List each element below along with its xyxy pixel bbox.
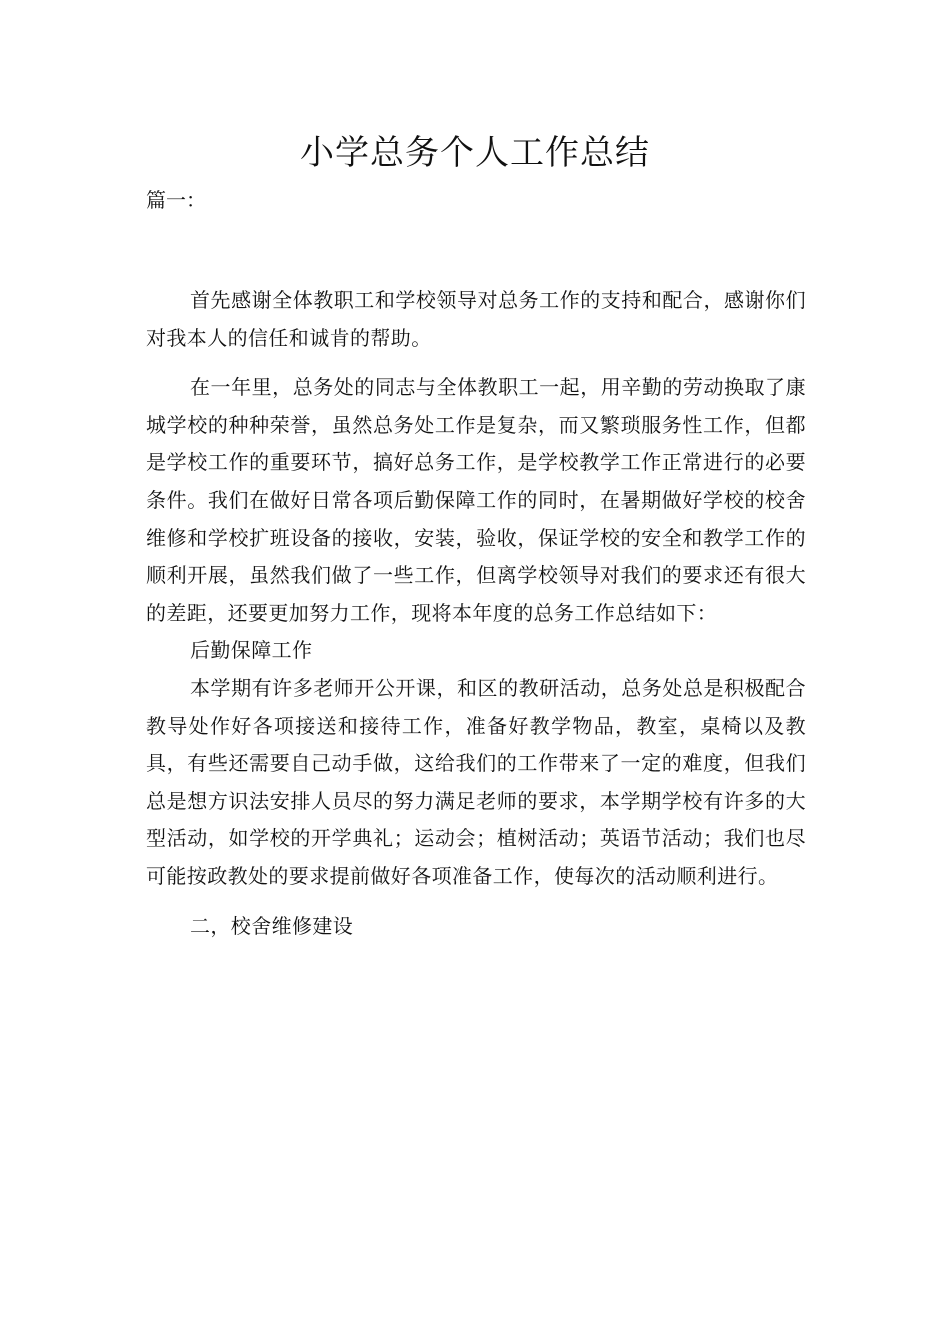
heading-logistics: 后勤保障工作 <box>190 638 313 663</box>
paragraph-thanks: 首先感谢全体教职工和学校领导对总务工作的支持和配合，感谢你们对我本人的信任和诚肯的帮助。 <box>146 288 806 350</box>
document-body <box>146 282 806 945</box>
paragraph-overview: 在一年里，总务处的同志与全体教职工一起，用辛勤的劳动换取了康城学校的种种荣誉，虽然总务处工作是复杂，而又繁琐服务性工作，但都是学校工作的重要环节，搞好总务工作，是学校教学工作正常进行的必要条件。我们在做好日常各项后勤保障工作的同时，在暑期做好学校的校舍维修和学校扩班设备的接收，安装，验收，保证学校的安全和教学工作的顺利开展，虽然我们做了一些工作，但离学校领导对我们的要求还有很大的差距，还要更加努力工作，现将本年度的总务工作总结如下： <box>146 375 806 625</box>
section-label: 篇一： <box>146 188 206 212</box>
document-title: 小学总务个人工作总结 <box>300 133 650 173</box>
heading-maintenance: 二，校舍维修建设 <box>190 913 354 938</box>
paragraph-logistics: 本学期有许多老师开公开课，和区的教研活动，总务处总是积极配合教导处作好各项接送和接待工作，准备好教学物品，教室，桌椅以及教具，有些还需要自己动手做，这给我们的工作带来了一定的难度，但我们总是想方识法安排人员尽的努力满足老师的要求，本学期学校有许多的大型活动，如学校的开学典礼；运动会；植树活动；英语节活动；我们也尽可能按政教处的要求提前做好各项准备工作，使每次的活动顺利进行。 <box>146 675 806 888</box>
